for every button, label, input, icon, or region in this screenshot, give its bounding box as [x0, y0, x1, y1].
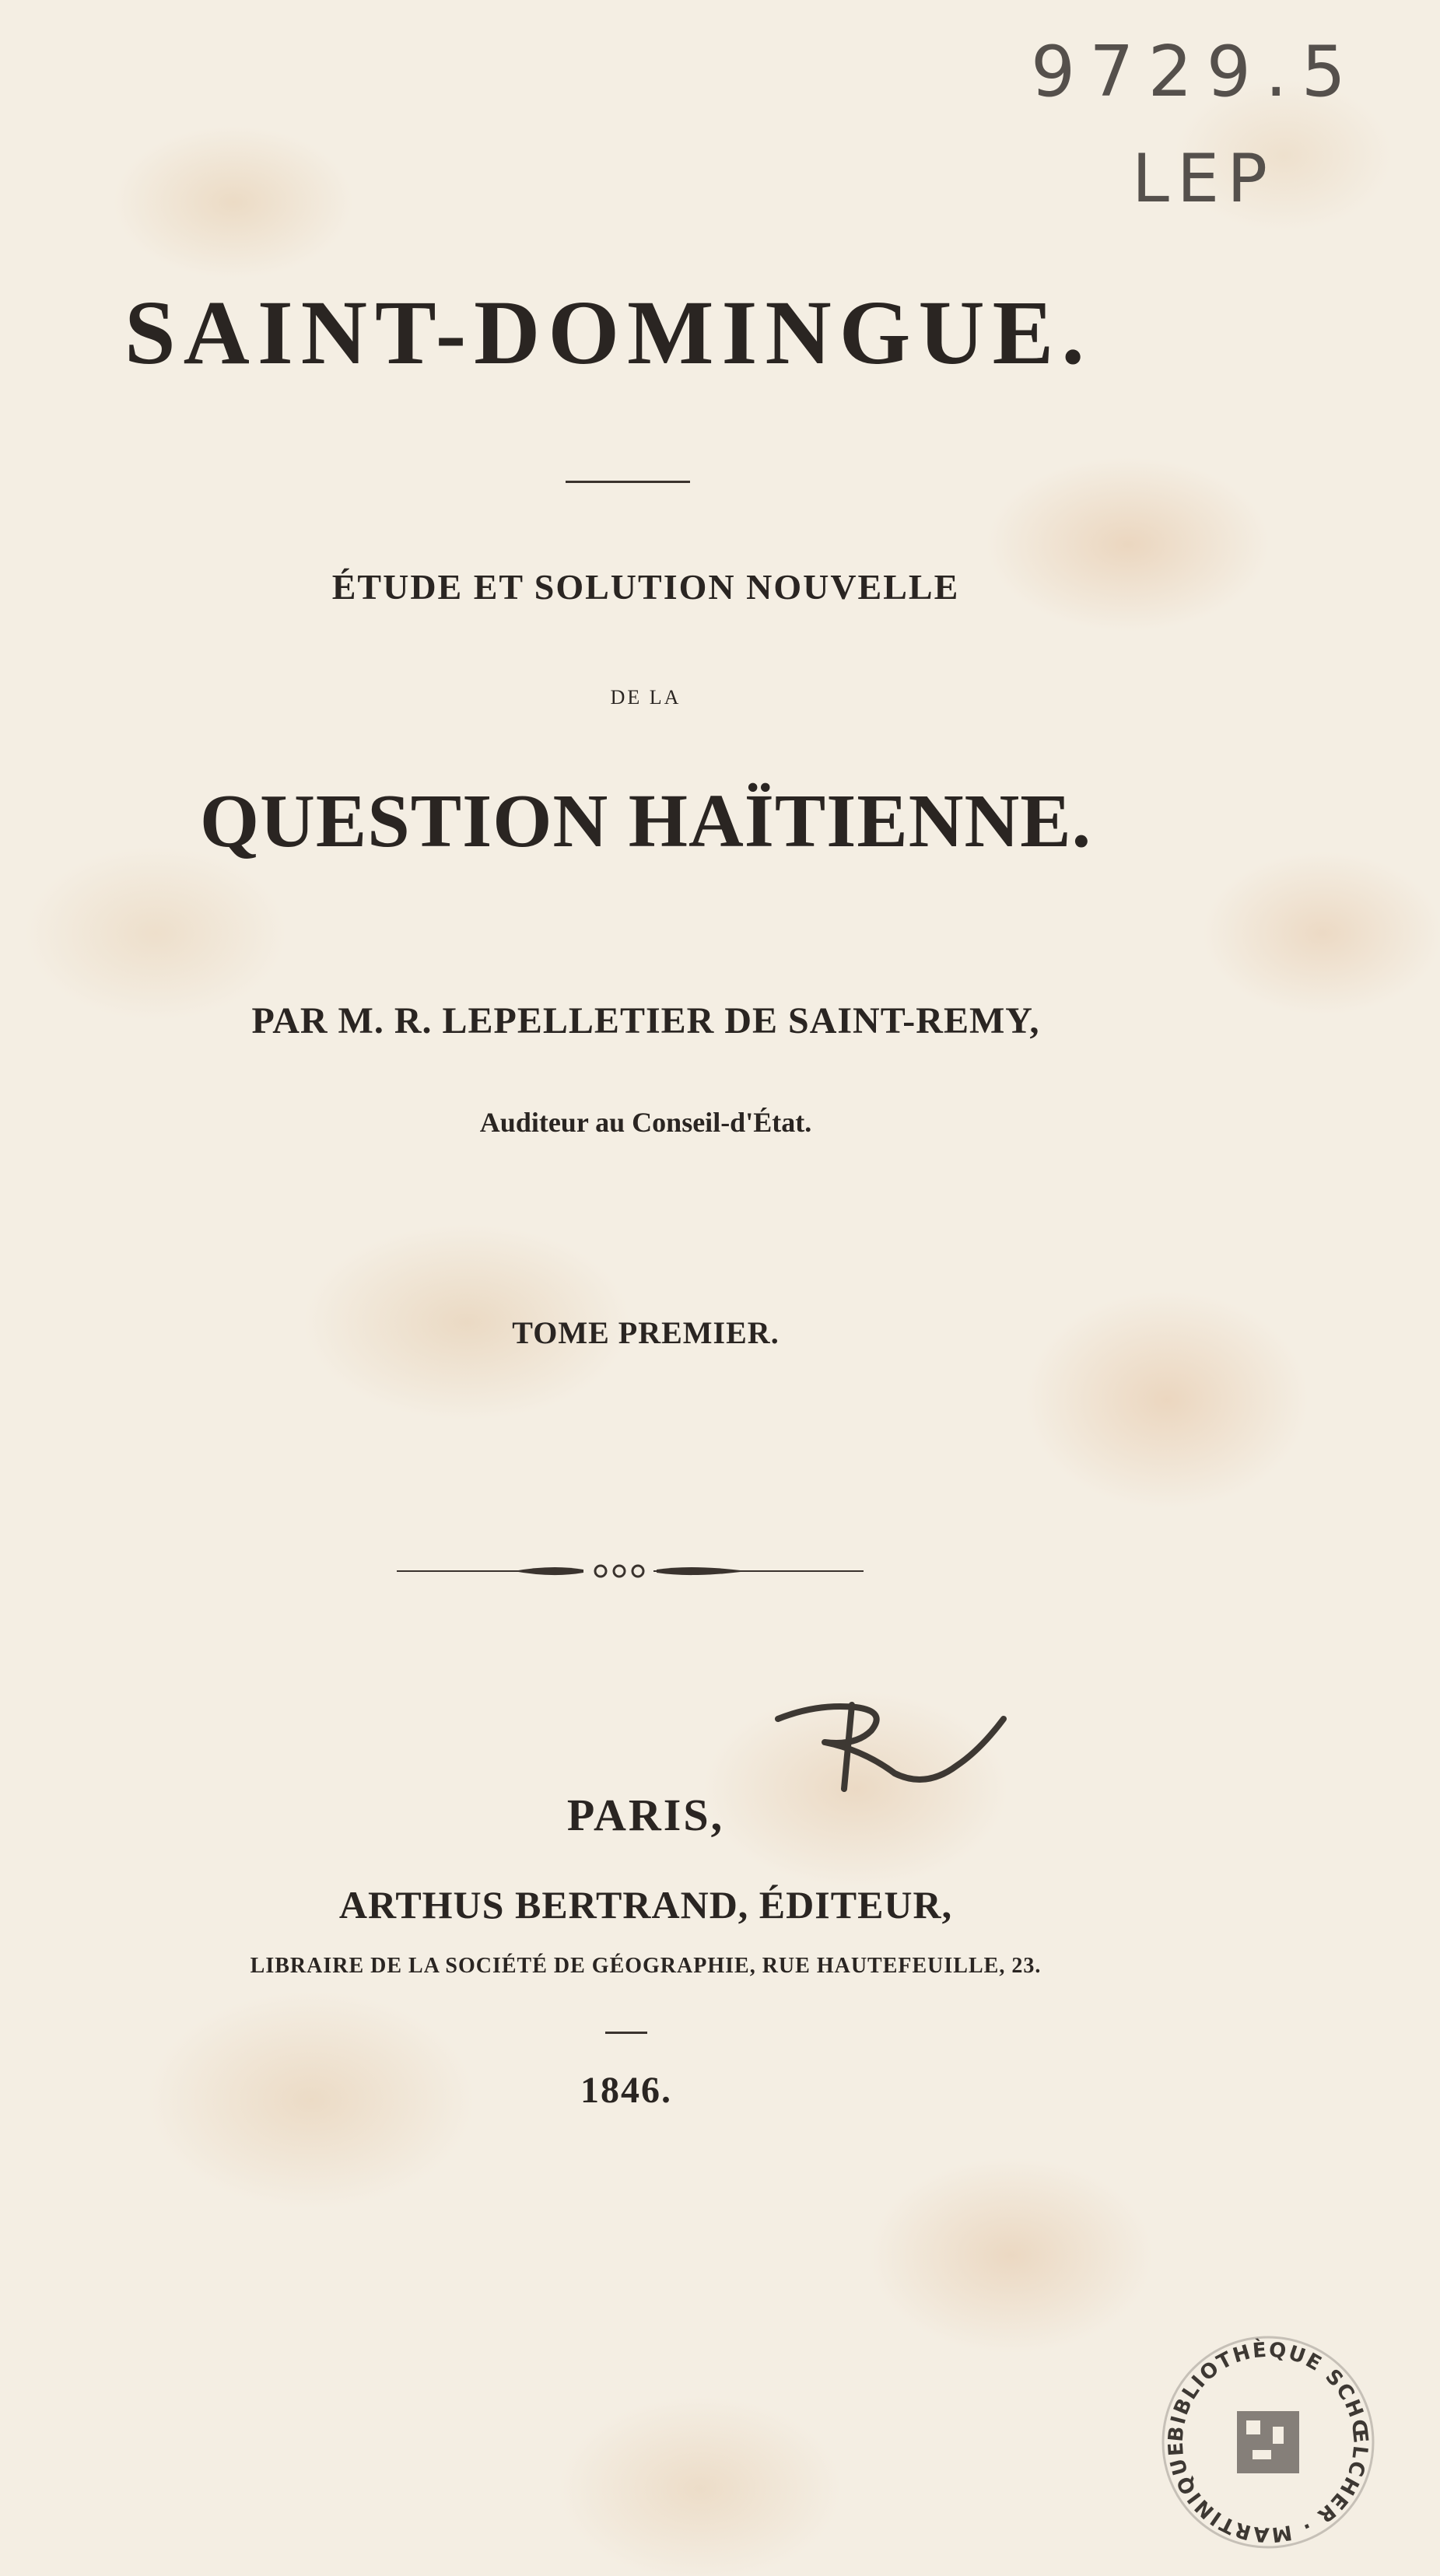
- shelfmark-code: LEP: [1132, 140, 1276, 218]
- main-topic: QUESTION HAÏTIENNE.: [199, 779, 1092, 863]
- handwritten-initial-signature: [770, 1688, 1019, 1797]
- author-line: PAR M. R. LEPELLETIER DE SAINT-REMY,: [251, 1000, 1040, 1041]
- subtitle-connector: DE LA: [610, 686, 681, 709]
- small-rule: [605, 2032, 647, 2034]
- ornamental-divider: [397, 1559, 864, 1583]
- publisher: ARTHUS BERTRAND, ÉDITEUR,: [338, 1883, 953, 1927]
- divider-rule: [566, 481, 690, 483]
- publication-place: PARIS,: [566, 1790, 725, 1840]
- svg-text:BIBLIOTHÈQUE SCHŒLCHER · MARTI: BIBLIOTHÈQUE SCHŒLCHER · MARTINIQUE: [1164, 2338, 1372, 2546]
- publication-year: 1846.: [580, 2070, 672, 2111]
- library-stamp: [1151, 2326, 1385, 2551]
- subtitle: ÉTUDE ET SOLUTION NOUVELLE: [331, 567, 960, 607]
- volume-label: TOME PREMIER.: [512, 1315, 780, 1350]
- author-role: Auditeur au Conseil-d'État.: [479, 1107, 812, 1138]
- shelfmark-number: 9729.5: [1031, 31, 1360, 113]
- book-title: SAINT-DOMINGUE.: [124, 282, 1092, 383]
- publisher-address: LIBRAIRE DE LA SOCIÉTÉ DE GÉOGRAPHIE, RUE HAUTEFEUILLE, 23.: [250, 1954, 1042, 1978]
- handwritten-shelfmark: [1031, 31, 1404, 249]
